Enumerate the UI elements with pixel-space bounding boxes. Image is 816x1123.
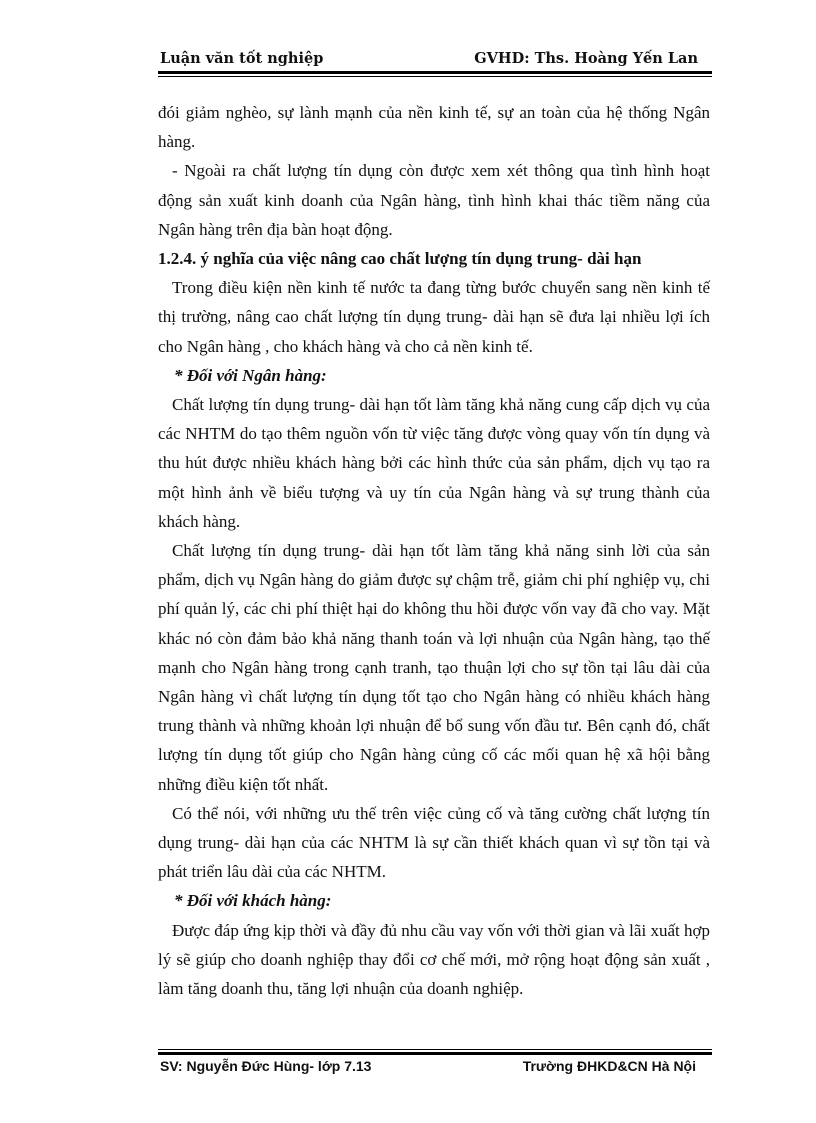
paragraph: Có thể nói, với những ưu thế trên việc củng cố và tăng cường chất lượng tín dụng trung- dài hạn của các NHTM là sự cần thiết khách quan vì sự tồn tại và phát triển lâu dài của các NHTM. bbox=[158, 803, 710, 882]
footer-rule bbox=[158, 1052, 712, 1055]
paragraph: Chất lượng tín dụng trung- dài hạn tốt làm tăng khả năng sinh lời của sản phẩm, dịch vụ Ngân hàng do giảm được sự chậm trễ, giảm chi phí nghiệp vụ, chi phí quản lý, các chi phí thiệt hại do không thu hồi được vốn vay đã cho vay. Mặt khác nó còn đảm bảo khả năng thanh toán và lợi nhuận của Ngân hàng, tạo thế mạnh cho Ngân hàng trong cạnh tranh, tạo thuận lợi cho sự tồn tại lâu dài của Ngân hàng vì chất lượng tín dụng tốt tạo cho Ngân hàng có nhiều khách hàng trung thành và những khoản lợi nhuận để bổ sung vốn đầu tư. Bên cạnh đó, chất lượng tín dụng tốt giúp cho Ngân hàng củng cố các mối quan hệ xã hội bằng những điều kiện tốt nhất. bbox=[158, 541, 710, 794]
footer-student: SV: Nguyễn Đức Hùng- lớp 7.13 bbox=[160, 1058, 372, 1074]
header-thesis-label: Luận văn tốt nghiệp bbox=[160, 50, 324, 67]
section-heading: 1.2.4. ý nghĩa của việc nâng cao chất lượng tín dụng trung- dài hạn bbox=[158, 249, 642, 269]
page-body bbox=[158, 98, 710, 1003]
footer-university: Trường ĐHKD&CN Hà Nội bbox=[522, 1058, 696, 1074]
header-rule-thin bbox=[158, 76, 712, 77]
subheading: * Đối với Ngân hàng: bbox=[174, 365, 327, 385]
header-rule bbox=[158, 71, 712, 74]
subheading: * Đối với khách hàng: bbox=[174, 891, 332, 911]
paragraph: - Ngoài ra chất lượng tín dụng còn được xem xét thông qua tình hình hoạt động sản xuất kinh doanh của Ngân hàng, tình hình khai thác tiềm năng của Ngân hàng trên địa bàn hoạt động. bbox=[158, 161, 710, 239]
paragraph: đói giảm nghèo, sự lành mạnh của nền kinh tế, sự an toàn của hệ thống Ngân hàng. bbox=[158, 103, 710, 152]
header-advisor: GVHD: Ths. Hoàng Yến Lan bbox=[474, 50, 698, 67]
page-footer bbox=[158, 1058, 710, 1080]
paragraph: Được đáp ứng kịp thời và đầy đủ nhu cầu vay vốn với thời gian và lãi xuất hợp lý sẽ giúp cho doanh nghiệp thay đổi cơ chế mới, mở rộng hoạt động sản xuất , làm tăng doanh thu, tăng lợi nhuận của doanh nghiệp. bbox=[158, 920, 710, 999]
footer-rule-thin bbox=[158, 1049, 712, 1050]
paragraph: Chất lượng tín dụng trung- dài hạn tốt làm tăng khả năng cung cấp dịch vụ của các NHTM do tạo thêm nguồn vốn từ việc tăng được vòng quay vốn tín dụng và thu hút được nhiều khách hàng bởi các hình thức của sản phẩm, dịch vụ tạo ra một hình ảnh về biểu tượng và uy tín của Ngân hàng và sự trung thành của khách hàng. bbox=[158, 395, 710, 531]
paragraph: Trong điều kiện nền kinh tế nước ta đang từng bước chuyển sang nền kinh tế thị trường, nâng cao chất lượng tín dụng trung- dài hạn sẽ đưa lại nhiều lợi ích cho Ngân hàng , cho khách hàng và cho cả nền kinh tế. bbox=[158, 278, 710, 356]
